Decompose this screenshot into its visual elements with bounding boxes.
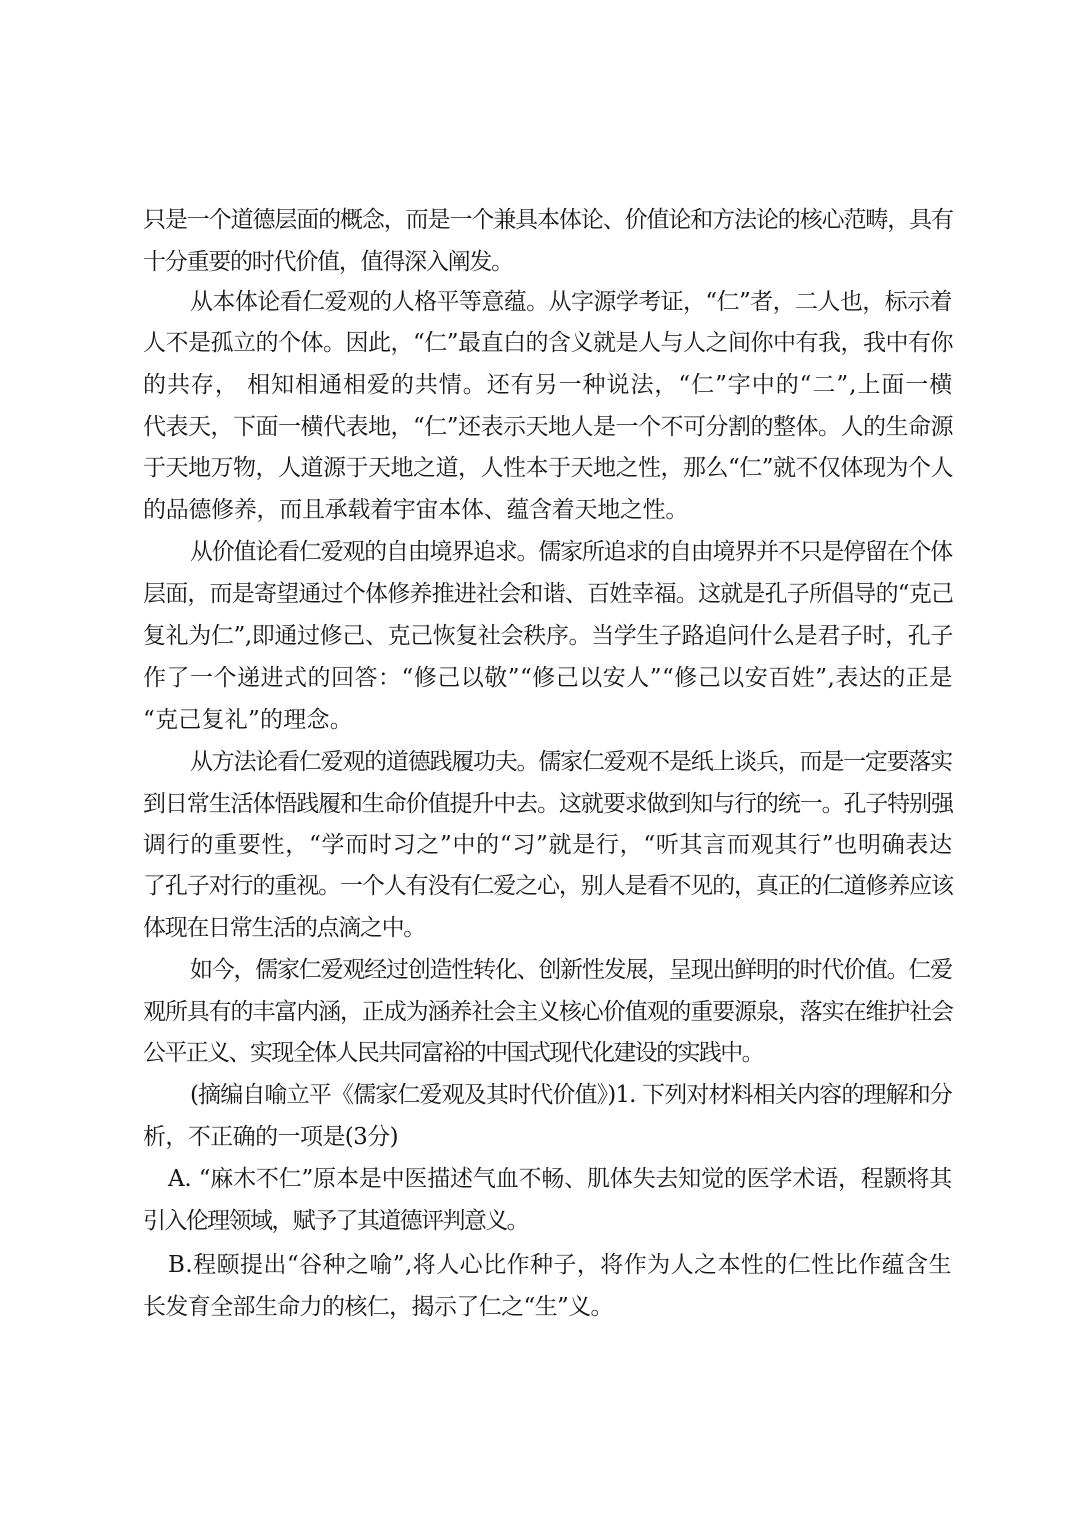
text-line: 从本体论看仁爱观的人格平等意蕴。从字源学考证，“仁”者，二人也，标示着 <box>190 289 952 315</box>
text-line: B.程颐提出“谷种之喻”,将人心比作种子，将作为人之本性的仁性比作蕴含生 <box>168 1252 952 1278</box>
text-line: 只是一个道德层面的概念，而是一个兼具本体论、价值论和方法论的核心范畴，具有 <box>143 207 953 233</box>
text-line: 引入伦理领域，赋予了其道德评判意义。 <box>143 1208 529 1234</box>
text-line: A. “麻木不仁”原本是中医描述气血不畅、肌体失去知觉的医学术语，程颢将其 <box>168 1166 953 1192</box>
text-line: 析，不正确的一项是(3分) <box>143 1124 399 1150</box>
text-line: “克己复礼”的理念。 <box>143 707 354 733</box>
text-line: 如今，儒家仁爱观经过创造性转化、创新性发展，呈现出鲜明的时代价值。仁爱 <box>190 957 952 983</box>
text-line: 到日常生活体悟践履和生命价值提升中去。这就要求做到知与行的统一。孔子特别强 <box>143 791 953 817</box>
text-line: 于天地万物，人道源于天地之道，人性本于天地之性，那么“仁”就不仅体现为个人 <box>143 455 954 481</box>
text-line: 长发育全部生命力的核仁，揭示了仁之“生”义。 <box>143 1294 613 1320</box>
text-line: 了孔子对行的重视。一个人有没有仁爱之心，别人是看不见的，真正的仁道修养应该 <box>143 873 953 899</box>
text-line: 体现在日常生活的点滴之中。 <box>143 915 425 941</box>
text-line: 调行的重要性，“学而时习之”中的“习”就是行，“听其言而观其行”也明确表达 <box>143 832 953 858</box>
text-line: 从方法论看仁爱观的道德践履功夫。儒家仁爱观不是纸上谈兵，而是一定要落实 <box>190 749 952 775</box>
text-line: 的品德修养，而且承载着宇宙本体、蕴含着天地之性。 <box>143 497 689 523</box>
text-line: 代表天，下面一横代表地，“仁”还表示天地人是一个不可分割的整体。人的生命源 <box>143 414 954 440</box>
text-line: 十分重要的时代价值，值得深入阐发。 <box>143 249 513 275</box>
text-line: 人不是孤立的个体。因此，“仁”最直白的含义就是人与人之间你中有我，我中有你 <box>143 330 954 356</box>
text-line: (摘编自喻立平《儒家仁爱观及其时代价值》)1. 下列对材料相关内容的理解和分 <box>190 1082 953 1108</box>
text-line: 公平正义、实现全体人民共同富裕的中国式现代化建设的实践中。 <box>143 1040 764 1066</box>
text-line: 的共存， 相知相通相爱的共情。还有另一种说法，“仁”字中的“二”,上面一横 <box>143 372 954 398</box>
text-line: 观所具有的丰富内涵，正成为涵养社会主义核心价值观的重要源泉，落实在维护社会 <box>143 999 953 1025</box>
text-line: 作了一个递进式的回答：“修己以敬”“修己以安人”“修己以安百姓”,表达的正是 <box>143 665 953 691</box>
text-line: 从价值论看仁爱观的自由境界追求。儒家所追求的自由境界并不只是停留在个体 <box>190 539 952 565</box>
text-line: 复礼为仁”,即通过修己、克己恢复社会秩序。当学生子路追问什么是君子时，孔子 <box>143 623 954 649</box>
text-line: 层面，而是寄望通过个体修养推进社会和谐、百姓幸福。这就是孔子所倡导的“克己 <box>143 581 954 607</box>
